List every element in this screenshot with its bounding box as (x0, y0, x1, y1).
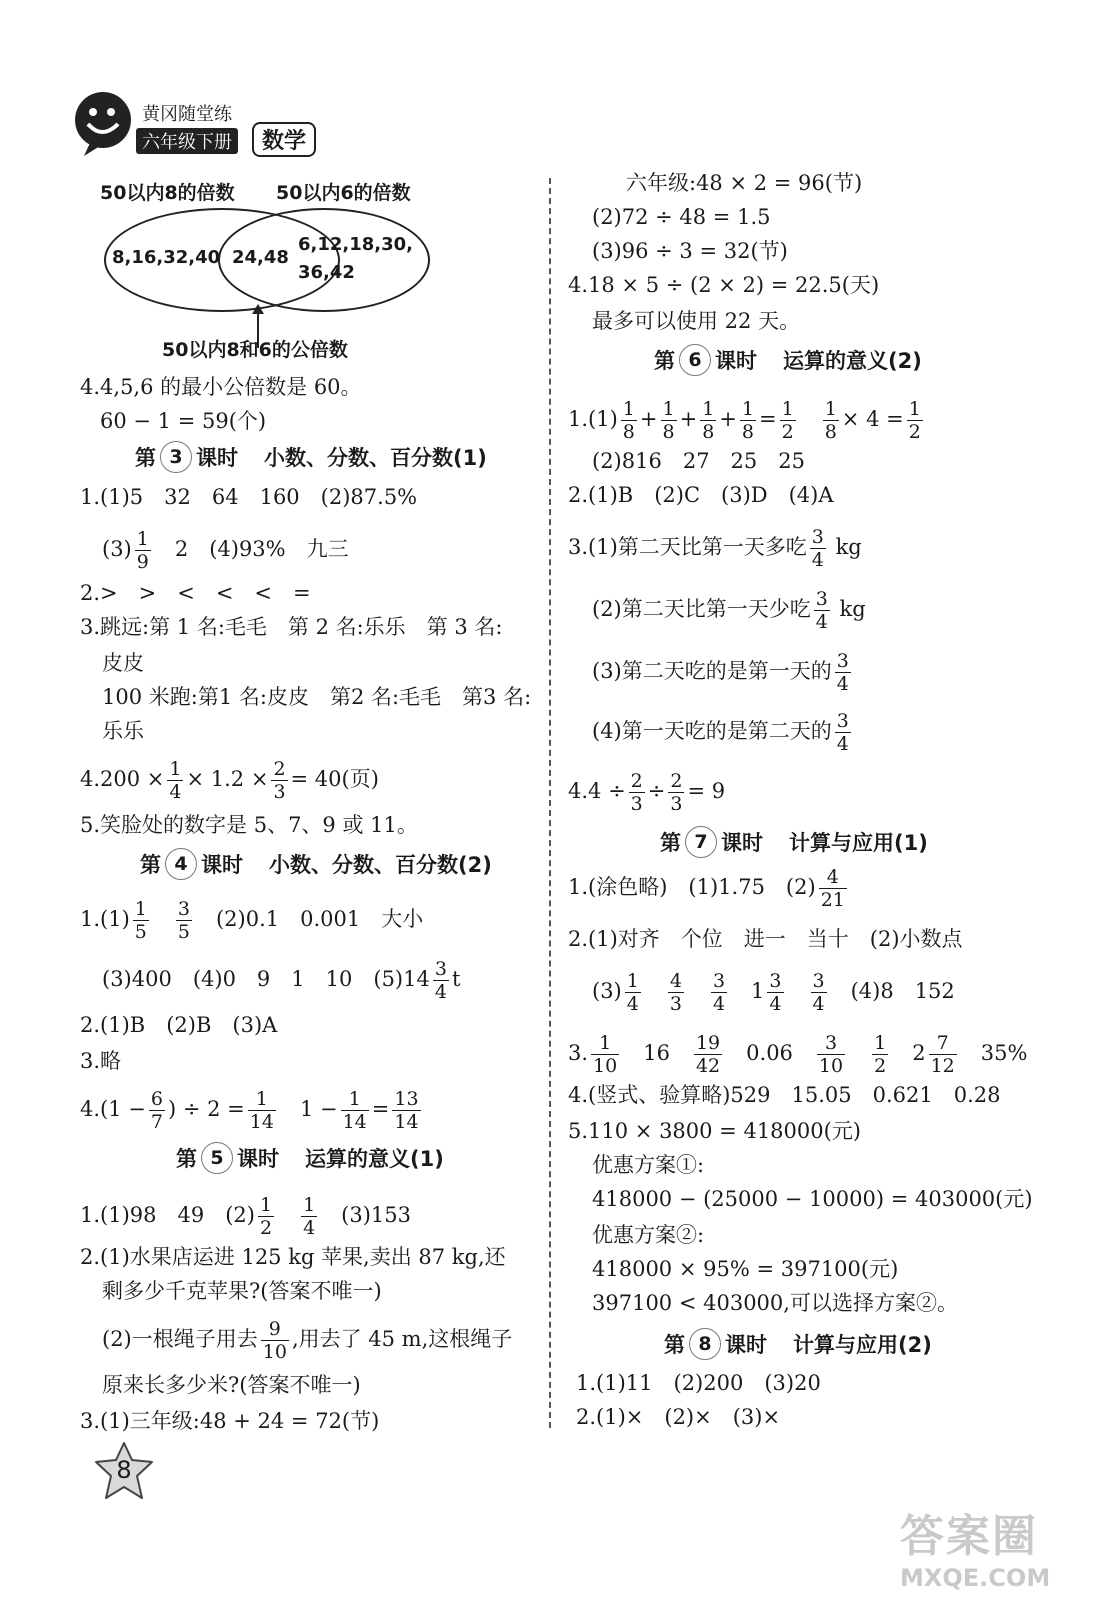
fraction-denominator: 3 (670, 793, 683, 815)
fraction (872, 1032, 888, 1077)
header (70, 88, 330, 158)
fraction (661, 398, 677, 443)
section-heading-5 (176, 1142, 444, 1174)
text-segment: (4)8 152 (850, 979, 955, 1003)
fraction-numerator: 1 (874, 1032, 887, 1054)
smiley-logo-icon (70, 88, 140, 158)
fraction (625, 970, 641, 1015)
fraction-denominator: 3 (630, 793, 643, 815)
fraction-numerator: 1 (259, 1194, 273, 1216)
section-title: 小数、分数、百分数(1) (264, 446, 487, 470)
text-segment: 第 (654, 349, 675, 373)
text-segment: + (719, 407, 737, 431)
r7-line-1 (568, 866, 850, 911)
r7-line-5: 4.(竖式、验算略)529 15.05 0.621 0.28 (568, 1083, 1001, 1107)
r7-line-11: 397100 < 403000,可以选择方案②。 (592, 1291, 958, 1315)
r7-line-7: 优惠方案①: (592, 1153, 705, 1177)
text-segment: 课时 (196, 446, 238, 470)
l3-line-6: 100 米跑:第1 名:皮皮 第2 名:毛毛 第3 名: (102, 685, 532, 709)
fraction-numerator: 1 (622, 398, 635, 420)
text-segment: × 1.2 × (186, 767, 269, 791)
fraction-numerator: 1 (702, 398, 715, 420)
text-segment: 4.(1 − (80, 1097, 146, 1121)
fraction-numerator: 3 (812, 970, 825, 992)
fraction-numerator: 1 (741, 398, 754, 420)
fraction-numerator: 9 (268, 1318, 281, 1340)
venn-right-only-1: 6,12,18,30, (298, 234, 414, 255)
text-segment: 2 (4)93% 九三 (174, 537, 349, 561)
text-segment: 课时 (721, 831, 763, 855)
l3-line-2 (102, 528, 349, 573)
text-segment: 0.06 (746, 1041, 793, 1065)
r-line-4: 4.18 × 5 ÷ (2 × 2) = 22.5(天) (568, 273, 880, 297)
text-segment: (3)400 (4)0 9 1 10 (5)14 (102, 967, 430, 991)
fraction-numerator: 3 (769, 970, 782, 992)
fraction-numerator: 1 (303, 1194, 316, 1216)
text-segment: ) ÷ 2 = (167, 1097, 245, 1121)
fraction-denominator: 4 (815, 611, 828, 633)
section-heading-4 (140, 848, 492, 880)
fraction (668, 770, 684, 815)
l3-line-7: 乐乐 (102, 719, 144, 743)
fraction-denominator: 21 (820, 889, 845, 911)
r-line-5: 最多可以使用 22 天。 (592, 309, 801, 333)
text-segment: t (451, 967, 461, 991)
section-title: 运算的意义(1) (305, 1147, 444, 1171)
text-segment: 1.(1) (80, 907, 130, 931)
fraction-numerator: 1 (348, 1088, 361, 1110)
fraction (271, 758, 287, 803)
text-segment: kg (835, 535, 862, 559)
fraction (258, 1194, 274, 1239)
l5-line-4 (102, 1318, 512, 1363)
fraction-denominator: 10 (818, 1055, 844, 1077)
l5-line-6: 3.(1)三年级:48 + 24 = 72(节) (80, 1409, 380, 1433)
text-segment: + (679, 407, 698, 431)
r6-line-8 (568, 770, 725, 815)
venn-right-only-2: 36,42 (298, 262, 355, 283)
header-subject: 数学 (252, 122, 316, 157)
text-segment: ,用去了 45 m,这根绳子 (291, 1327, 513, 1351)
fraction-numerator: 3 (712, 970, 726, 992)
fraction (819, 866, 847, 911)
text-segment: (3)第二天吃的是第一天的 (592, 659, 832, 683)
l3-line-9: 5.笑脸处的数字是 5、7、9 或 11。 (80, 813, 418, 837)
text-segment: 第 (176, 1147, 197, 1171)
fraction-denominator: 4 (303, 1217, 316, 1239)
page-number-badge (92, 1440, 156, 1504)
fraction (694, 1032, 722, 1077)
fraction-numerator: 1 (824, 398, 837, 420)
fraction-denominator: 8 (662, 421, 675, 443)
fraction-denominator: 4 (769, 993, 782, 1015)
text-segment: 1.(涂色略) (1)1.75 (2) (568, 875, 816, 899)
fraction-numerator: 3 (824, 1032, 838, 1054)
fraction-numerator: 1 (169, 758, 182, 780)
fraction (767, 970, 783, 1015)
fraction-denominator: 9 (136, 551, 149, 573)
l3-line-5: 皮皮 (102, 651, 144, 675)
l3-line-8 (80, 758, 379, 803)
text-segment: 16 (643, 1041, 670, 1065)
r6-line-2: (2)816 27 25 25 (592, 449, 805, 473)
r6-line-1 (568, 398, 926, 443)
r6-line-6 (592, 650, 854, 695)
fraction-denominator: 4 (712, 993, 726, 1015)
r-line-1: 六年级:48 × 2 = 96(节) (626, 171, 863, 195)
l3-line-3: 2.> > < < < = (80, 581, 311, 605)
text-segment: 1 − (299, 1097, 338, 1121)
r7-line-6: 5.110 × 3800 = 418000(元) (568, 1119, 862, 1143)
fraction (301, 1194, 317, 1239)
watermark (900, 1500, 1090, 1590)
venn-left-only: 8,16,32,40 (112, 247, 221, 268)
l4-line-3: 2.(1)B (2)B (3)A (80, 1013, 278, 1037)
r6-line-7 (592, 710, 854, 755)
fraction-denominator: 7 (150, 1111, 163, 1133)
fraction-denominator: 14 (342, 1111, 367, 1133)
text-segment: 课时 (725, 1333, 767, 1357)
fraction-numerator: 1 (908, 398, 921, 420)
r6-line-5 (592, 588, 866, 633)
r-line-3: (3)96 ÷ 3 = 32(节) (592, 239, 788, 263)
text-segment: 1.(1)98 49 (2) (80, 1203, 255, 1227)
fraction-denominator: 3 (669, 993, 682, 1015)
fraction (149, 1088, 165, 1133)
r7-line-9: 优惠方案②: (592, 1223, 705, 1247)
fraction-denominator: 8 (824, 421, 837, 443)
fraction (621, 398, 637, 443)
fraction (341, 1088, 369, 1133)
text-segment: (2)一根绳子用去 (102, 1327, 258, 1351)
fraction-denominator: 2 (781, 421, 794, 443)
l4-line-5 (80, 1088, 424, 1133)
text-segment: 3.(1)第二天比第一天多吃 (568, 535, 807, 559)
fraction-denominator: 42 (695, 1055, 721, 1077)
fraction-denominator: 4 (836, 673, 849, 695)
watermark-title: 答案圈 (900, 1511, 1038, 1562)
fraction-denominator: 4 (836, 733, 849, 755)
fraction (780, 398, 796, 443)
fraction-numerator: 2 (670, 770, 683, 792)
text-segment: (3)153 (341, 1203, 412, 1227)
r6-line-4 (568, 526, 862, 571)
text-segment: kg (839, 597, 866, 621)
fraction-numerator: 7 (936, 1032, 949, 1054)
l5-line-1 (80, 1194, 411, 1239)
fraction-numerator: 3 (815, 588, 828, 610)
lesson-number: 7 (685, 826, 717, 858)
r8-line-1: 1.(1)11 (2)200 (3)20 (576, 1371, 821, 1395)
r7-line-2: 2.(1)对齐 个位 进一 当十 (2)小数点 (568, 927, 963, 951)
fraction-numerator: 3 (434, 958, 447, 980)
section-heading-6 (654, 344, 922, 376)
fraction (817, 1032, 845, 1077)
fraction-numerator: 2 (273, 758, 286, 780)
fraction (261, 1318, 289, 1363)
l5-line-3: 剩多少千克苹果?(答案不唯一) (102, 1279, 382, 1303)
fraction (823, 398, 839, 443)
fraction-numerator: 1 (136, 528, 149, 550)
fraction (248, 1088, 276, 1133)
r-line-2: (2)72 ÷ 48 = 1.5 (592, 205, 771, 229)
fraction-denominator: 2 (259, 1217, 273, 1239)
text-segment: 3. (568, 1041, 589, 1065)
venn-left-title: 50以内8的倍数 (100, 182, 235, 204)
text-segment: 4.4 ÷ (568, 779, 626, 803)
fraction-denominator: 8 (702, 421, 715, 443)
l3-line-1: 1.(1)5 32 64 160 (2)87.5% (80, 485, 418, 509)
fraction (591, 1032, 619, 1077)
fraction-numerator: 2 (630, 770, 643, 792)
text-segment: = (371, 1097, 390, 1121)
fraction (835, 710, 851, 755)
fraction-denominator: 4 (626, 993, 639, 1015)
l4-line-4: 3.略 (80, 1049, 122, 1073)
fraction (167, 758, 183, 803)
text-segment: ÷ (647, 779, 666, 803)
fraction-numerator: 1 (781, 398, 794, 420)
section-title: 计算与应用(2) (793, 1333, 932, 1357)
l5-line-2: 2.(1)水果店运进 125 kg 苹果,卖出 87 kg,还 (80, 1245, 506, 1269)
text-segment: (2)0.1 0.001 大小 (215, 907, 424, 931)
fraction (433, 958, 449, 1003)
fraction (814, 588, 830, 633)
text-segment: = 9 (687, 779, 726, 803)
venn-common: 24,48 (232, 247, 289, 268)
fraction (711, 970, 727, 1015)
l4-line-1 (80, 898, 423, 943)
lesson-number: 6 (679, 344, 711, 376)
fraction (133, 898, 149, 943)
r7-line-3 (592, 970, 955, 1015)
fraction-denominator: 3 (273, 781, 286, 803)
fraction (810, 526, 826, 571)
fraction-denominator: 2 (874, 1055, 887, 1077)
text-segment: + (639, 407, 658, 431)
l5-line-5: 原来长多少米?(答案不唯一) (102, 1373, 361, 1397)
fraction-denominator: 4 (434, 981, 447, 1003)
fraction-numerator: 3 (177, 898, 190, 920)
text-segment: (2)第二天比第一天少吃 (592, 597, 811, 621)
text-segment: (3) (592, 979, 622, 1003)
fraction-numerator: 13 (394, 1088, 419, 1110)
fraction-numerator: 4 (826, 866, 839, 888)
fraction-numerator: 1 (599, 1032, 612, 1054)
text-segment: 第 (135, 446, 156, 470)
fraction-denominator: 14 (394, 1111, 419, 1133)
fraction (929, 1032, 957, 1077)
l4-line-2 (102, 958, 460, 1003)
section-title: 计算与应用(1) (789, 831, 928, 855)
fraction-denominator: 12 (930, 1055, 955, 1077)
fraction-denominator: 4 (811, 549, 824, 571)
text-segment: 1.(1) (568, 407, 618, 431)
venn-right-title: 50以内6的倍数 (276, 182, 411, 204)
fraction-denominator: 5 (177, 921, 190, 943)
r7-line-8: 418000 − (25000 − 10000) = 403000(元) (592, 1187, 1033, 1211)
text-segment: 课时 (201, 853, 243, 877)
text-segment: 1 (751, 979, 765, 1003)
r8-line-2: 2.(1)× (2)× (3)× (576, 1405, 781, 1429)
fraction (835, 650, 851, 695)
section-heading-8 (664, 1328, 932, 1360)
lesson-number: 4 (165, 848, 197, 880)
section-heading-3 (135, 441, 487, 473)
text-segment: 课时 (237, 1147, 279, 1171)
fraction (811, 970, 827, 1015)
text-segment: 课时 (715, 349, 757, 373)
fraction-denominator: 2 (908, 421, 921, 443)
watermark-url: MXQE.COM (900, 1564, 1051, 1592)
fraction-denominator: 10 (593, 1055, 618, 1077)
r6-line-3: 2.(1)B (2)C (3)D (4)A (568, 483, 834, 507)
fraction (629, 770, 645, 815)
fraction-numerator: 3 (811, 526, 824, 548)
fraction (668, 970, 684, 1015)
fraction-denominator: 4 (169, 781, 182, 803)
text-segment: 35% (980, 1041, 1028, 1065)
fraction-denominator: 5 (134, 921, 147, 943)
text-segment: = (759, 407, 777, 431)
text-segment: × 4 = (841, 407, 904, 431)
l3-line-4: 3.跳远:第 1 名:毛毛 第 2 名:乐乐 第 3 名: (80, 615, 503, 639)
fraction-numerator: 1 (626, 970, 639, 992)
lesson-number: 5 (201, 1142, 233, 1174)
fraction-denominator: 8 (622, 421, 635, 443)
fraction-numerator: 6 (150, 1088, 163, 1110)
section-heading-7 (660, 826, 928, 858)
fraction-denominator: 4 (812, 993, 825, 1015)
section-title: 运算的意义(2) (783, 349, 922, 373)
r7-line-4 (568, 1032, 1027, 1077)
fraction (740, 398, 756, 443)
r7-line-10: 418000 × 95% = 397100(元) (592, 1257, 899, 1281)
fraction-numerator: 4 (669, 970, 682, 992)
fraction-denominator: 8 (741, 421, 754, 443)
header-grade: 六年级下册 (136, 128, 238, 154)
text-segment: 第 (660, 831, 681, 855)
column-divider (549, 178, 551, 1428)
fraction (907, 398, 923, 443)
venn-caption: 50以内8和6的公倍数 (162, 339, 348, 361)
fraction-denominator: 14 (249, 1111, 274, 1133)
header-brand: 黄冈随堂练 (142, 104, 232, 125)
fraction-denominator: 10 (262, 1341, 287, 1363)
fraction (700, 398, 716, 443)
fraction-numerator: 1 (134, 898, 147, 920)
fraction (135, 528, 151, 573)
fraction (176, 898, 192, 943)
section-title: 小数、分数、百分数(2) (269, 853, 492, 877)
l-q4-line2: 60 − 1 = 59(个) (100, 409, 267, 433)
fraction-numerator: 1 (662, 398, 675, 420)
fraction-numerator: 1 (255, 1088, 268, 1110)
text-segment: 第 (664, 1333, 685, 1357)
fraction-numerator: 19 (695, 1032, 721, 1054)
text-segment: (3) (102, 537, 132, 561)
lesson-number: 8 (689, 1328, 721, 1360)
text-segment: = 40(页) (290, 767, 379, 791)
l-q4-line1: 4.4,5,6 的最小公倍数是 60。 (80, 375, 362, 399)
text-segment: (4)第一天吃的是第二天的 (592, 719, 832, 743)
text-segment: 4.200 × (80, 767, 165, 791)
text-segment: 2 (912, 1041, 926, 1065)
fraction-numerator: 3 (836, 710, 849, 732)
fraction-numerator: 3 (836, 650, 849, 672)
text-segment: 第 (140, 853, 161, 877)
page-number: 8 (116, 1456, 132, 1484)
lesson-number: 3 (160, 441, 192, 473)
fraction (392, 1088, 420, 1133)
